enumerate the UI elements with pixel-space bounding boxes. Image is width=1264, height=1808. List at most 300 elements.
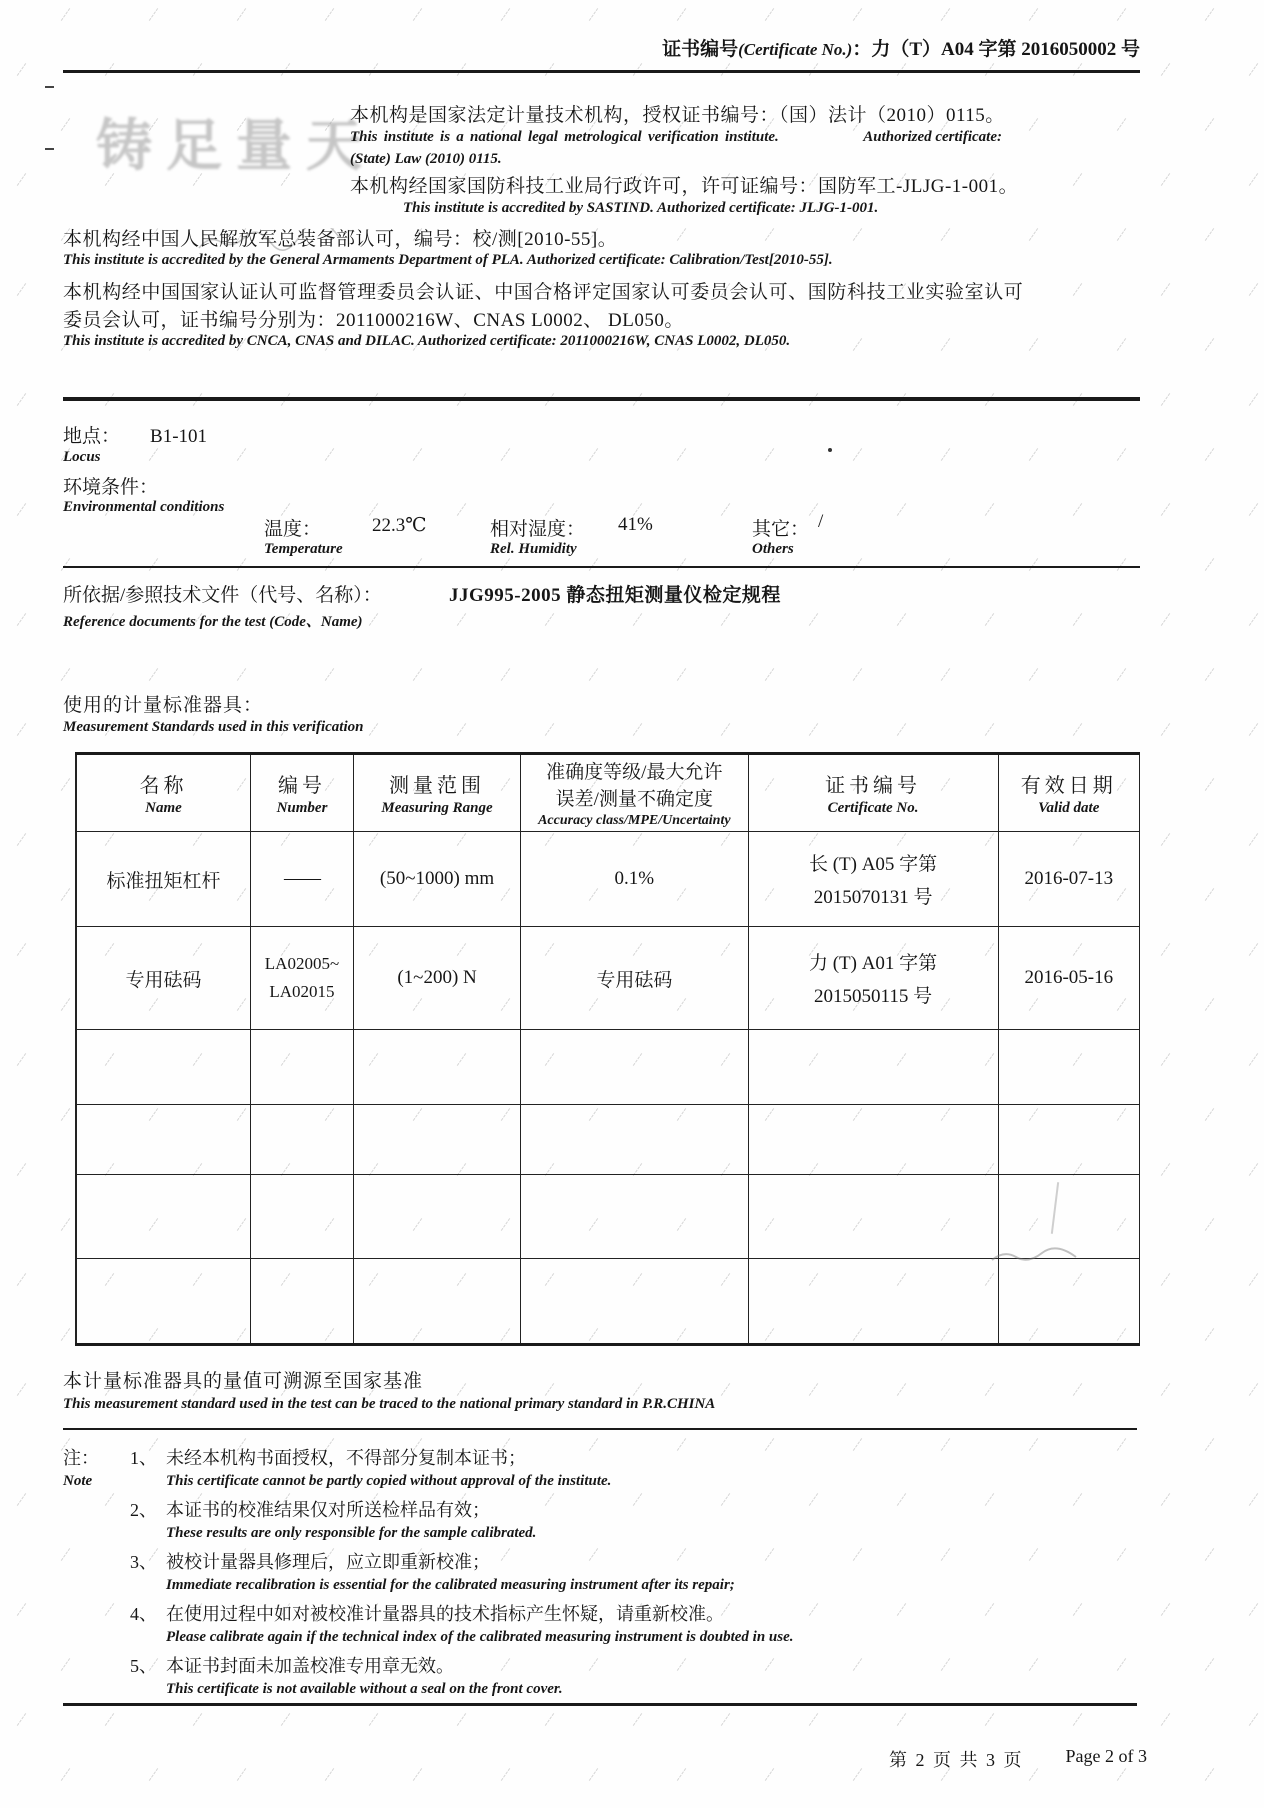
watermark-mark [1117,228,1126,241]
watermark-mark [501,448,510,461]
cell-valid-date: 2016-05-16 [998,927,1139,1030]
cell-valid-date: 2016-07-13 [998,832,1139,927]
watermark-mark [721,1383,730,1396]
intro-line2-cn: 本机构经国家国防科技工业局行政许可，许可证编号：国防军工-JLJG-1-001。 [350,176,1019,197]
watermark-mark [17,1053,26,1066]
watermark-mark [633,723,642,736]
humidity-label-cn: 相对湿度： [490,519,586,540]
table-empty-row [76,1030,1140,1105]
empty-cell [354,1259,521,1345]
cell-range: (1~200) N [354,927,521,1030]
watermark-mark [369,723,378,736]
watermark-mark [1249,173,1258,186]
watermark-mark [545,613,554,626]
watermark-mark [589,1438,598,1451]
watermark-mark [193,1713,202,1726]
cell-accuracy: 0.1% [521,832,749,927]
watermark-mark [1117,1658,1126,1671]
institute-seal [96,102,376,182]
header-cell-certificate: 证书编号 Certificate No. [748,754,998,832]
watermark-mark [809,1603,818,1616]
watermark-mark [61,558,70,571]
watermark-mark [633,1493,642,1506]
traceability-cn: 本计量标准器具的量值可溯源至国家基准 [63,1371,424,1392]
watermark-mark [1029,558,1038,571]
watermark-mark [897,1713,906,1726]
watermark-mark [897,503,906,516]
watermark-mark [853,1548,862,1561]
divider-section-3 [63,1428,1137,1430]
scan-artifact [990,1246,1080,1270]
humidity-value: 41% [618,514,653,535]
watermark-mark [501,8,510,21]
watermark-mark [149,558,158,571]
watermark-mark [809,1383,818,1396]
intro-line1-en [350,129,1002,146]
watermark-mark [1161,1273,1170,1286]
note-item-number: 3、 [130,1552,157,1572]
note-item-cn: 未经本机构书面授权，不得部分复制本证书； [166,1448,526,1468]
watermark-mark [589,1548,598,1561]
empty-cell [76,1175,250,1259]
watermark-mark [1029,1548,1038,1561]
watermark-mark [17,833,26,846]
watermark-mark [1249,1713,1258,1726]
watermark-mark [17,943,26,956]
watermark-mark [17,503,26,516]
watermark-mark [941,558,950,571]
table-row [76,927,1140,1030]
watermark-mark [941,668,950,681]
watermark-mark [765,1548,774,1561]
watermark-mark [677,8,686,21]
watermark-mark [1029,338,1038,351]
watermark-mark [61,778,70,791]
watermark-mark [501,558,510,571]
watermark-mark [941,1658,950,1671]
intro-line1-en-left: This institute is a national legal metrological verification institute. [350,129,779,145]
watermark-mark [1205,1768,1214,1781]
watermark-mark [149,668,158,681]
watermark-mark [1161,943,1170,956]
watermark-mark [1029,8,1038,21]
empty-cell [354,1175,521,1259]
watermark-mark [1161,283,1170,296]
watermark-mark [545,1713,554,1726]
certificate-number-colon: ： [852,39,872,60]
watermark-mark [1073,1713,1082,1726]
watermark-mark [1161,173,1170,186]
humidity-label-en: Rel. Humidity [490,541,577,557]
certificate-number-label-en: (Certificate No.) [738,40,853,59]
watermark-mark [1073,723,1082,736]
watermark-mark [61,668,70,681]
watermark-mark [1117,558,1126,571]
intro-line4-cn-a: 本机构经中国国家认证认可监督管理委员会认证、中国合格评定国家认可委员会认可、国防科技工业实验室认可 [63,282,1024,303]
watermark-mark [17,283,26,296]
watermark-mark [1205,778,1214,791]
env-label-en: Environmental conditions [63,499,225,515]
watermark-mark [765,1438,774,1451]
watermark-mark [1249,63,1258,76]
certificate-number-value: 力（T）A04 字第 2016050002 号 [871,39,1140,60]
note-item-en: These results are only responsible for the sample calibrated. [166,1525,537,1541]
watermark-mark [941,338,950,351]
watermark-mark [941,1548,950,1561]
table-empty-row [76,1259,1140,1345]
watermark-mark [17,1163,26,1176]
watermark-mark [853,1658,862,1671]
watermark-mark [589,558,598,571]
watermark-mark [325,448,334,461]
intro-line2-en: This institute is accredited by SASTIND. Authorized certificate: JLJG-1-001. [403,200,879,216]
watermark-mark [1161,833,1170,846]
watermark-mark [1249,1383,1258,1396]
watermark-mark [985,1603,994,1616]
watermark-mark [1029,1438,1038,1451]
watermark-mark [677,1658,686,1671]
empty-cell [354,1030,521,1105]
watermark-mark [1117,1548,1126,1561]
divider-section-2 [63,566,1140,568]
watermark-mark [1029,448,1038,461]
seal-glyphs: 铸足量天 [96,116,376,178]
watermark-mark [897,723,906,736]
watermark-mark [1073,1383,1082,1396]
watermark-mark [149,448,158,461]
watermark-mark [677,558,686,571]
watermark-mark [17,1603,26,1616]
empty-cell [521,1030,749,1105]
empty-cell [250,1105,353,1175]
watermark-mark [1073,1493,1082,1506]
watermark-mark [413,8,422,21]
certificate-number-label-cn: 证书编号 [662,39,739,60]
watermark-mark [765,228,774,241]
note-item-number: 2、 [130,1500,157,1520]
watermark-mark [1205,338,1214,351]
watermark-mark [1161,723,1170,736]
watermark-mark [633,613,642,626]
watermark-mark [17,1493,26,1506]
watermark-mark [985,1493,994,1506]
watermark-mark [1249,1493,1258,1506]
watermark-mark [413,558,422,571]
page-number-cn: 第 2 页 共 3 页 [889,1750,1024,1770]
watermark-mark [1249,723,1258,736]
note-item-cn: 在使用过程中如对被校准计量器具的技术指标产生怀疑，请重新校准。 [166,1604,724,1624]
others-label-en: Others [752,541,794,557]
watermark-mark [853,558,862,571]
notes-label-en: Note [63,1473,93,1489]
watermark-mark [1161,613,1170,626]
empty-cell [748,1105,998,1175]
watermark-mark [61,1548,70,1561]
watermark-mark [1249,1603,1258,1616]
watermark-mark [1205,1438,1214,1451]
watermark-mark [457,503,466,516]
watermark-mark [1249,943,1258,956]
watermark-mark [17,63,26,76]
watermark-mark [721,723,730,736]
cell-accuracy: 专用砝码 [521,927,749,1030]
note-item-en: Please calibrate again if the technical index of the calibrated measuring instrument is doubted in use. [166,1629,794,1645]
divider-bottom [63,1703,1137,1706]
watermark-mark [61,1328,70,1341]
watermark-mark [765,448,774,461]
scan-artifact [828,448,832,452]
reference-value: JJG995-2005 静态扭矩测量仪检定规程 [449,585,781,606]
watermark-mark [1029,118,1038,131]
watermark-mark [853,1438,862,1451]
empty-cell [998,1259,1139,1345]
watermark-mark [17,613,26,626]
watermark-mark [1161,1053,1170,1066]
watermark-mark [105,1713,114,1726]
watermark-mark [1249,1163,1258,1176]
note-item-en: This certificate cannot be partly copied without approval of the institute. [166,1473,612,1489]
watermark-mark [809,1713,818,1726]
watermark-mark [1029,1658,1038,1671]
env-label-cn: 环境条件： [63,477,159,498]
note-item-cn: 本证书封面未加盖校准专用章无效。 [166,1656,454,1676]
watermark-mark [589,1658,598,1671]
watermark-mark [1073,173,1082,186]
watermark-mark [765,558,774,571]
watermark-mark [281,1713,290,1726]
watermark-mark [369,613,378,626]
watermark-mark [1249,503,1258,516]
watermark-mark [1249,393,1258,406]
watermark-mark [809,613,818,626]
empty-cell [76,1105,250,1175]
others-label-cn: 其它： [752,519,810,540]
watermark-mark [1205,558,1214,571]
intro-line1-en-cont: (State) Law (2010) 0115. [350,151,502,167]
watermark-mark [985,723,994,736]
cell-number: LA02005~ LA02015 [250,927,353,1030]
empty-cell [748,1259,998,1345]
cell-certificate: 长 (T) A05 字第 2015070131 号 [748,832,998,927]
watermark-mark [61,118,70,131]
table-header-row [76,754,1140,832]
watermark-mark [61,1108,70,1121]
watermark-mark [237,668,246,681]
note-item-cn: 被校计量器具修理后，应立即重新校准； [166,1552,490,1572]
others-value: / [818,511,824,532]
watermark-mark [1249,1053,1258,1066]
watermark-mark [1161,1493,1170,1506]
watermark-mark [1161,393,1170,406]
watermark-mark [589,8,598,21]
empty-cell [998,1105,1139,1175]
note-item-cn: 本证书的校准结果仅对所送检样品有效； [166,1500,490,1520]
header-cell-valid-date: 有效日期 Valid date [998,754,1139,832]
intro-line1-cn: 本机构是国家法定计量技术机构，授权证书编号：（国）法计（2010）0115。 [350,105,1005,126]
note-item-number: 4、 [130,1604,157,1624]
watermark-mark [1073,503,1082,516]
watermark-mark [237,558,246,571]
cell-number: —— [250,832,353,927]
watermark-mark [809,723,818,736]
watermark-mark [853,448,862,461]
reference-label-cn: 所依据/参照技术文件（代号、名称）： [63,585,382,606]
certificate-number-line [63,34,1140,61]
watermark-mark [149,8,158,21]
temperature-label-cn: 温度： [264,519,322,540]
watermark-mark [897,1603,906,1616]
watermark-mark [237,8,246,21]
table-empty-row [76,1175,1140,1259]
watermark-mark [721,1713,730,1726]
watermark-mark [985,503,994,516]
watermark-mark [17,393,26,406]
cell-name: 标准扭矩杠杆 [76,832,250,927]
watermark-mark [721,613,730,626]
watermark-mark [1117,338,1126,351]
watermark-mark [1161,1163,1170,1176]
watermark-mark [1205,1548,1214,1561]
watermark-mark [897,1493,906,1506]
watermark-mark [1029,668,1038,681]
watermark-mark [765,1658,774,1671]
cell-range: (50~1000) mm [354,832,521,927]
watermark-mark [105,1603,114,1616]
header-cell-name: 名称 Name [76,754,250,832]
watermark-mark [721,1493,730,1506]
intro-line3-cn: 本机构经中国人民解放军总装备部认可，编号：校/测[2010-55]。 [63,229,618,250]
intro-line4-en: This institute is accredited by CNCA, CNAS and DILAC. Authorized certificate: 2011000216W, CNAS L0002, DL050. [63,333,791,349]
locus-value: B1-101 [150,426,208,447]
empty-cell [748,1175,998,1259]
note-item-number: 5、 [130,1656,157,1676]
watermark-mark [677,448,686,461]
watermark-mark [1161,1383,1170,1396]
watermark-mark [721,503,730,516]
intro-line3-en: This institute is accredited by the General Armaments Department of PLA. Authorized certificate: Calibration/Test[2010-55]. [63,252,833,268]
divider-top [63,70,1140,73]
watermark-mark [1161,503,1170,516]
watermark-mark [1249,283,1258,296]
intro-line1-en-right: Authorized certificate: [863,129,1002,145]
watermark-mark [1205,668,1214,681]
empty-cell [748,1030,998,1105]
empty-cell [76,1030,250,1105]
watermark-mark [501,1548,510,1561]
watermark-mark [1117,1438,1126,1451]
standards-title-cn: 使用的计量标准器具： [63,695,264,716]
watermark-mark [1205,1658,1214,1671]
cell-certificate: 力 (T) A01 字第 2015050115 号 [748,927,998,1030]
locus-label-cn: 地点： [63,426,121,447]
watermark-mark [17,1273,26,1286]
watermark-mark [765,668,774,681]
watermark-mark [457,1383,466,1396]
watermark-mark [985,1713,994,1726]
watermark-mark [501,668,510,681]
watermark-mark [1205,448,1214,461]
note-item-en: This certificate is not available without a seal on the front cover. [166,1681,563,1697]
temperature-value: 22.3℃ [372,515,427,536]
reference-label-en: Reference documents for the test (Code、Name) [63,614,363,630]
locus-line [63,421,207,448]
watermark-mark [369,1713,378,1726]
cell-name: 专用砝码 [76,927,250,1030]
watermark-mark [17,173,26,186]
temperature-label-en: Temperature [264,541,343,557]
page-number-en: Page 2 of 3 [1065,1746,1147,1766]
watermark-mark [853,228,862,241]
table-empty-row [76,1105,1140,1175]
intro-line4-cn-b: 委员会认可，证书编号分别为：2011000216W、CNAS L0002、 DL050。 [63,310,684,331]
watermark-mark [677,1548,686,1561]
watermark-mark [457,723,466,736]
watermark-mark [413,668,422,681]
watermark-mark [941,228,950,241]
watermark-mark [1249,833,1258,846]
locus-label-en: Locus [63,449,101,465]
watermark-mark [1205,118,1214,131]
watermark-mark [1161,63,1170,76]
empty-cell [521,1175,749,1259]
watermark-mark [1205,1328,1214,1341]
watermark-mark [809,503,818,516]
watermark-mark [765,8,774,21]
watermark-mark [853,338,862,351]
watermark-mark [457,613,466,626]
scan-artifact [45,148,54,150]
watermark-mark [1117,118,1126,131]
watermark-mark [325,558,334,571]
watermark-mark [105,1493,114,1506]
watermark-mark [633,1713,642,1726]
watermark-mark [853,8,862,21]
empty-cell [998,1030,1139,1105]
watermark-mark [853,668,862,681]
watermark-mark [237,448,246,461]
note-item-number: 1、 [130,1448,157,1468]
watermark-mark [61,998,70,1011]
watermark-mark [1029,228,1038,241]
watermark-mark [1205,1218,1214,1231]
watermark-mark [677,668,686,681]
watermark-mark [545,1383,554,1396]
watermark-mark [809,1493,818,1506]
watermark-mark [1249,1273,1258,1286]
divider-section-1 [63,397,1140,401]
watermark-mark [1117,448,1126,461]
watermark-mark [545,723,554,736]
standards-title-en: Measurement Standards used in this verification [63,719,364,735]
watermark-mark [633,1383,642,1396]
empty-cell [521,1259,749,1345]
watermark-mark [589,448,598,461]
watermark-mark [1205,998,1214,1011]
watermark-mark [457,1713,466,1726]
watermark-mark [61,1218,70,1231]
note-item-en: Immediate recalibration is essential for the calibrated measuring instrument after its repair; [166,1577,735,1593]
watermark-mark [1205,8,1214,21]
watermark-mark [325,668,334,681]
page-footer [63,1746,1147,1772]
watermark-mark [61,888,70,901]
watermark-mark [589,668,598,681]
watermark-mark [61,8,70,21]
notes-label-cn: 注： [63,1448,99,1468]
watermark-mark [897,613,906,626]
traceability-en: This measurement standard used in the test can be traced to the national primary standard in P.R.CHINA [63,1396,716,1412]
watermark-mark [413,448,422,461]
